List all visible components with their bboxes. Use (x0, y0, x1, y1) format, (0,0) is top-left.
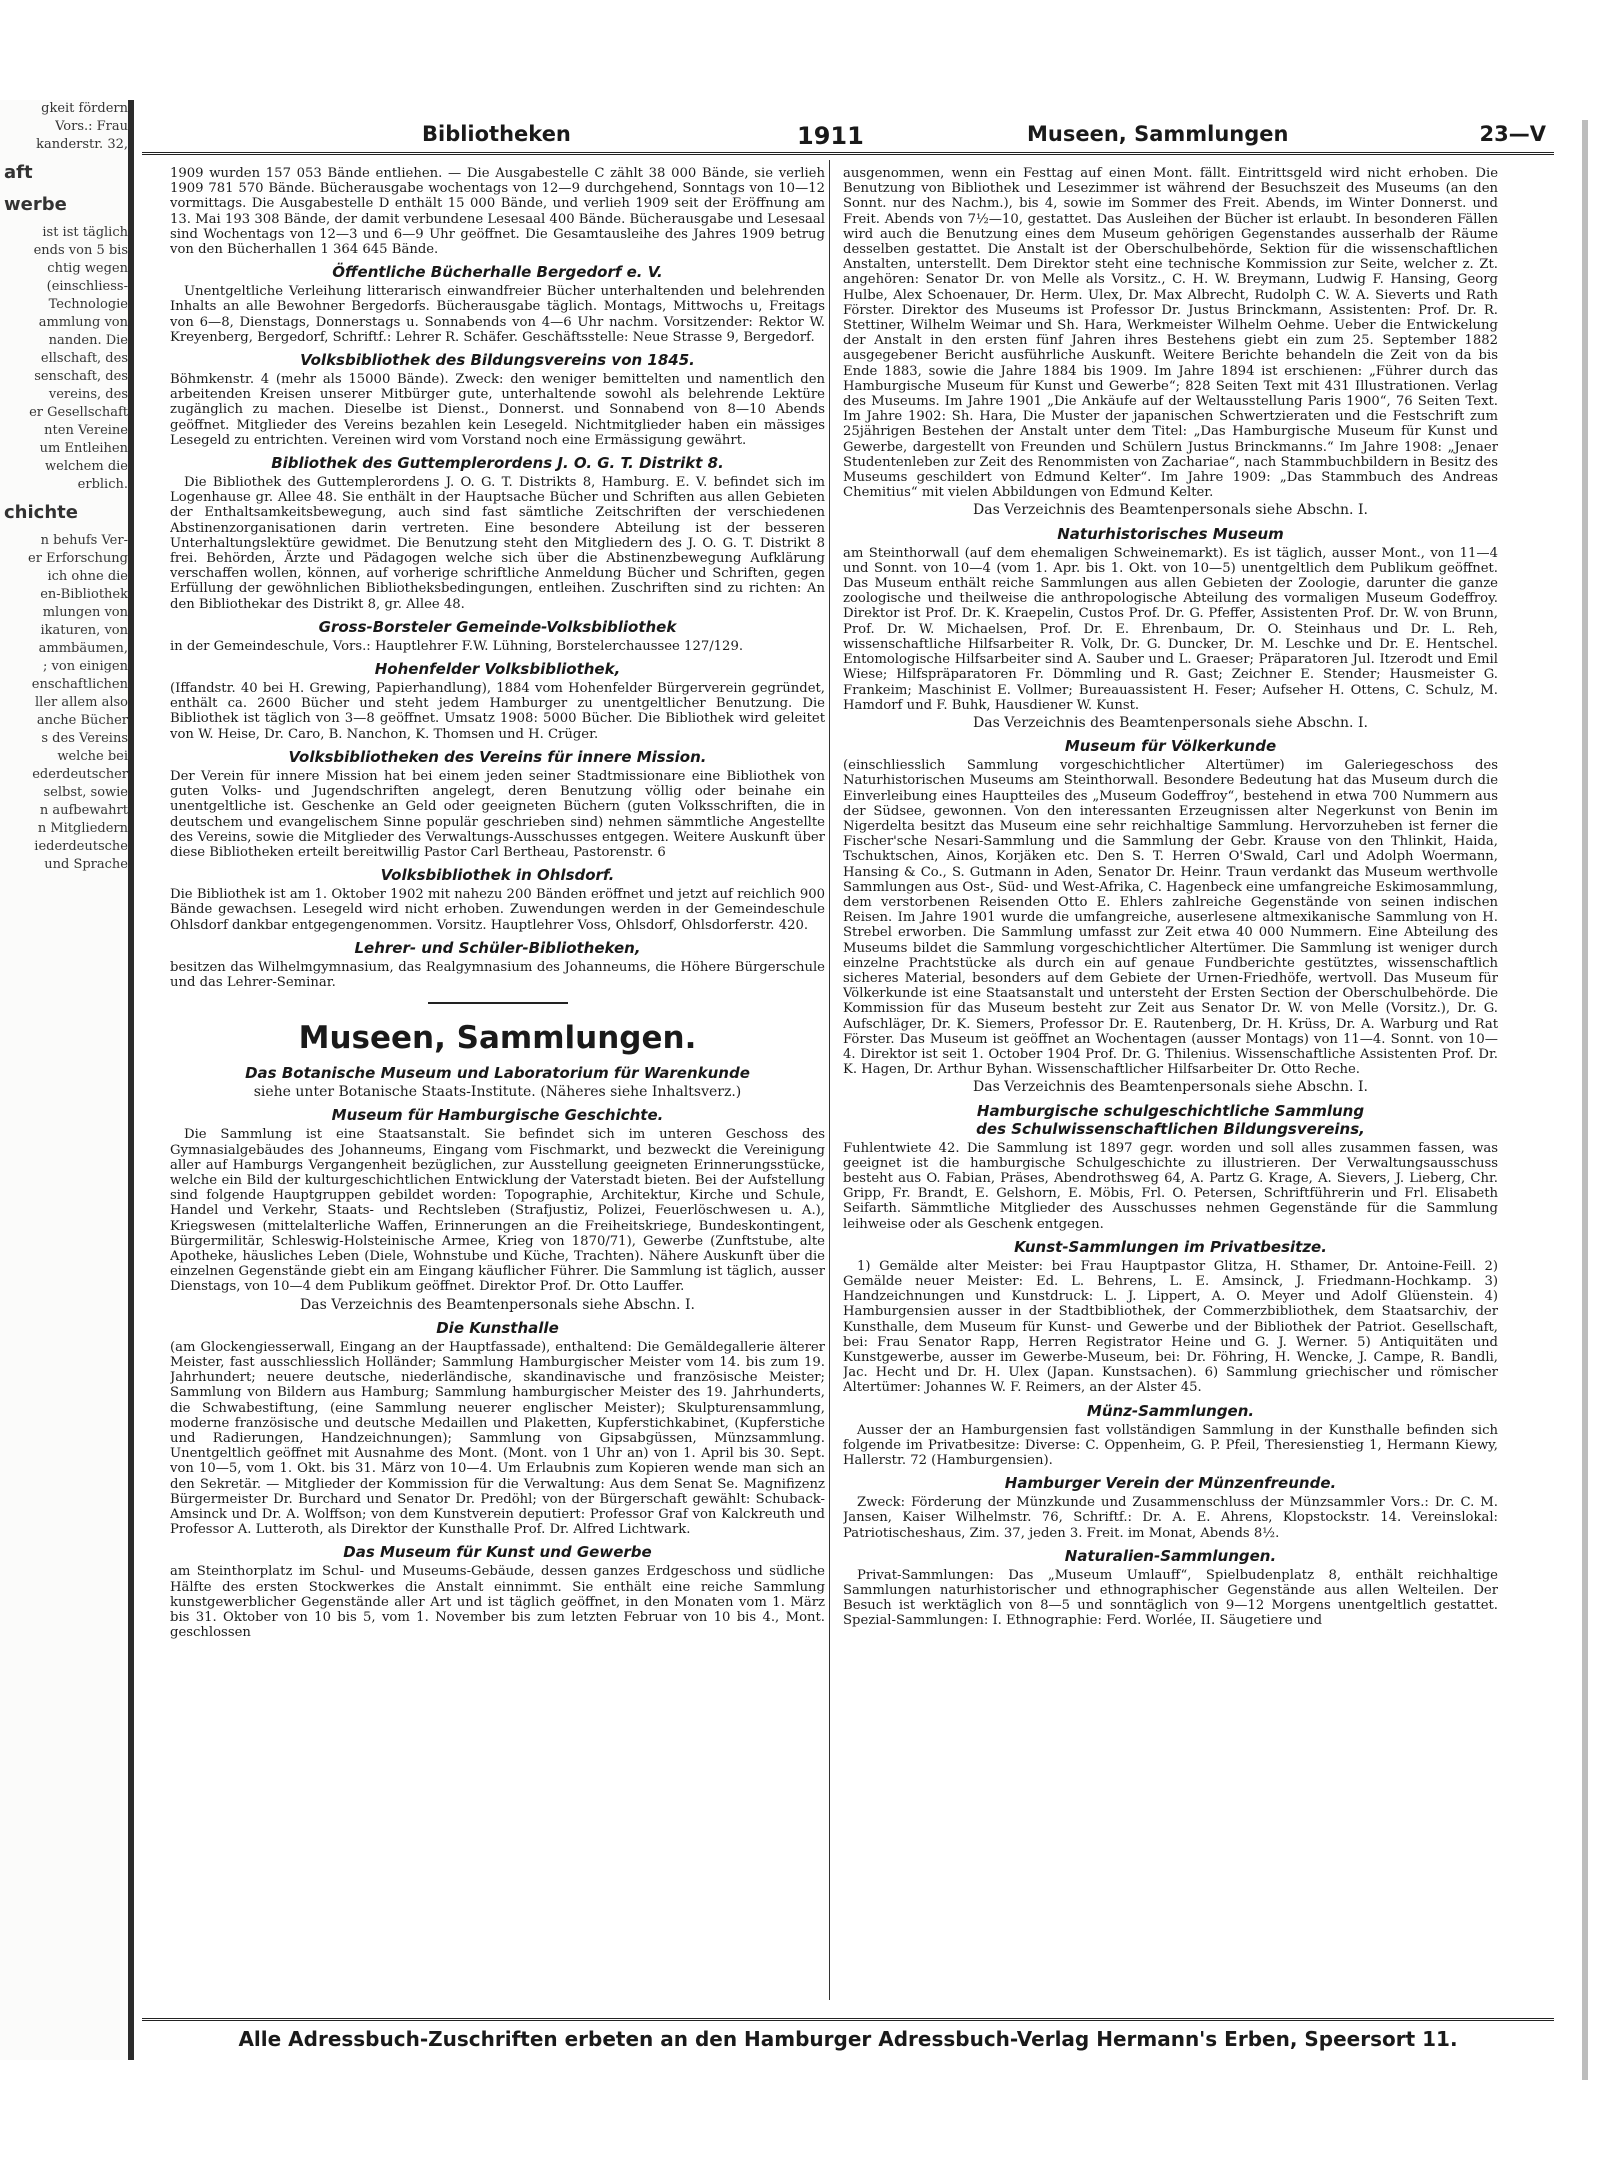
adjacent-line: ich ohne die (47, 569, 128, 584)
paragraph: Unentgeltliche Verleihung litterarisch einwandfreier Bücher unterhaltenden und belehrenden Inhalts an alle Bewohner Bergedorfs. Bücherausgabe täglich. Montags, Mittwochs u, Freitags von 6—8, Dienstags, Donnerstags u. Sonnabends von 4—6 Uhr nachm. Vorsitzender: Rektor W. Kreyenberg, Bergedorf, Schriftf.: Lehrer R. Schäfer. Geschäftsstelle: Neue Strasse 9, Bergedorf. (170, 284, 825, 345)
paragraph: Privat-Sammlungen: Das „Museum Umlauff“, Spielbudenplatz 8, enthält reichhaltige Sammlungen naturhistorischer und ethnographischer Gegenstände aus allen Welteilen. Der Besuch ist werktäglich von 8—5 und sonntäglich von 9—12 Morgens unentgeltlich gestattet. Spezial-Sammlungen: I. Ethnographie: Ferd. Worlée, II. Säugetiere und (843, 1567, 1498, 1629)
cross-reference: Das Verzeichnis des Beamtenpersonals siehe Abschn. I. (973, 1079, 1368, 1096)
adjacent-line: Vors.: Frau (55, 119, 128, 134)
section-heading: Volksbibliothek in Ohlsdorf. (380, 866, 615, 885)
running-header (142, 118, 1554, 155)
adjacent-line: s des Vereins (41, 731, 128, 746)
section-heading: Das Museum für Kunst und Gewerbe (343, 1543, 652, 1562)
section-heading: Museum für Hamburgische Geschichte. (331, 1106, 664, 1125)
adjacent-heading: werbe (4, 194, 67, 215)
adjacent-page-text (4, 100, 128, 874)
paragraph: Fuhlentwiete 42. Die Sammlung ist 1897 gegr. worden und soll alles zusammen fassen, was geeignet ist die hamburgische Schulgeschichte zu illustrieren. Der Verwaltungsausschuss besteht aus O. Fabian, Präses, Abendrothsweg 64, A. Partz G. Krage, A. Sievers, J. Lieberg, Chr. Gripp, Fr. Brandt, E. Gelshorn, E. Möbis, Frl. O. Petersen, Schriftführerin und Frl. Elisabeth Seifarth. Sämmtliche Mitglieder des Ausschusses nehmen Gegenstände für die Sammlung leihweise oder als Geschenk entgegen. (843, 1140, 1498, 1232)
directory-page (142, 118, 1554, 2073)
section-heading: Bibliothek des Guttemplerordens J. O. G. T. Distrikt 8. (271, 454, 724, 473)
section-heading: Gross-Borsteler Gemeinde-Volksbibliothek (318, 617, 677, 636)
adjacent-line: ammlung von (38, 315, 128, 330)
paragraph: in der Gemeindeschule, Vors.: Hauptlehrer F.W. Lühning, Borstelerchaussee 127/129. (170, 638, 744, 654)
section-heading: Münz-Sammlungen. (1086, 1401, 1255, 1420)
cross-reference: Das Verzeichnis des Beamtenpersonals siehe Abschn. I. (973, 502, 1368, 519)
adjacent-line: ist ist täglich (42, 225, 128, 240)
paragraph: am Steinthorwall (auf dem ehemaligen Schweinemarkt). Es ist täglich, ausser Mont., von 11—4 und Sonnt. von 10—4 (vom 1. Apr. bis 1. Okt. von 10—5) unentgeltlich dem Publikum geöffnet. Das Museum enthält reiche Sammlungen aus allen Gebieten der Zoologie, darunter die ganze zoologische und theilweise die anthropologische Abteilung des vormaligen Museum Godeffroy. Direktor ist Prof. Dr. K. Kraepelin, Custos Prof. Dr. G. Pfeffer, Assistenten Prof. Dr. W. von Brunn, Prof. Dr. W. Michaelsen, Prof. Dr. E. Ehrenbaum, Dr. O. Steinhaus und Dr. L. Reh, wissenschaftliche Hilfsarbeiter R. Volk, Dr. G. Duncker, Dr. M. Leschke und Dr. E. Hentschel. Entomologische Hilfsarbeiter sind A. Sauber und L. Graeser; Präparatoren Jul. Itzerodt und Emil Wiese; Hilfspräparatoren Fr. Dömmling und R. Gast; Zeichner E. Stender; Hausmeister G. Frankeim; Maschinist E. Vollmer; Bureauassistent H. Feser; Aufseher H. Ottens, C. Schulz, M. Hamdorf und F. Buhk, Hausdiener W. Kunst. (843, 545, 1498, 713)
column-divider (829, 160, 830, 2000)
page-gutter (128, 100, 134, 2060)
divider-rule (428, 1002, 568, 1004)
header-year: 1911 (797, 122, 864, 150)
paragraph: Die Bibliothek ist am 1. Oktober 1902 mit nahezu 200 Bänden eröffnet und jetzt auf reichlich 900 Bände gewachsen. Lesegeld wird nicht erhoben. Zuwendungen werden in der Gemeindeschule Ohlsdorf dankbar entgegengenommen. Vorsitz. Hauptlehrer Voss, Ohlsdorf, Ohlsdorferstr. 420. (170, 887, 825, 933)
adjacent-line: ederdeutscher (32, 767, 128, 782)
paragraph: (einschliesslich Sammlung vorgeschichtlicher Altertümer) im Galeriegeschoss des Naturhistorischen Museums am Steinthorwall. Besondere Bedeutung hat das Museum durch die Einverleibung eines Hauptteiles des „Museum Godeffroy“, bestehend in etwa 700 Nummern aus der Südsee, gewonnen. Von den interessanten Erzeugnissen alter Negerkunst von Benin im Nigerdelta besitzt das Museum eine sehr reichhaltige Sammlung. Hervorzuheben ist ferner die Fischer'sche Nesari-Sammlung und die Sammlung der Gebr. Krause von den Thlinkit, Haida, Tschuktschen, Ainos, Korjäken etc. Den S. T. Herren O'Swald, Carl und Adolph Woermann, Hansing & Co., S. Gutmann in Aden, Senator Dr. Heinr. Traun verdankt das Museum werthvolle Sammlungen aus Ost-, Süd- und West-Afrika, C. Hagenbeck eine umfangreiche Eskimosammlung, dem verstorbenen Reisenden Otto E. Ehlers zahlreiche Gegenstände von seinen indischen Reisen. Im Jahre 1901 wurde die umfangreiche, auserlesene altmexikanische Sammlung von H. Strebel erworben. Die Sammlung umfasst zur Zeit etwa 40 000 Nummern. Eine Abteilung des Museums bildet die Sammlung vorgeschichtlicher Altertümer. Die Sammlung ist weniger durch einzelne Prachtstücke als durch ein auf genaue Fundberichte gestütztes, wissenschaftlich sicheres Material, besonders auf dem Gebiete der Urnen-Friedhöfe, wertvoll. Das Museum für Völkerkunde ist eine Staatsanstalt und untersteht der Ersten Section der Oberschulbehörde. Die Kommission für das Museum besteht zur Zeit aus Senator Dr. W. von Melle (Vorsitz.), Dr. G. Aufschläger, Dr. K. Siemers, Professor Dr. E. Rautenberg, Dr. H. Krüss, Dr. A. Warburg und Rat Förster. Das Museum ist geöffnet an Wochentagen (ausser Montags) von 11—4. Sonnt. von 10—4. Direktor ist seit 1. October 1904 Prof. Dr. G. Thilenius. Wissenschaftliche Assistenten Prof. Dr. K. Hagen, Dr. Arthur Byhan. Wissenschaftlicher Hilfsarbeiter Dr. Otto Reche. (843, 758, 1498, 1078)
paragraph: Die Sammlung ist eine Staatsanstalt. Sie befindet sich im unteren Geschoss des Gymnasialgebäudes des Johanneums, Eingang vom Fischmarkt, und bezweckt die Vereinigung aller auf Hamburgs Vergangenheit bezüglichen, zur Ausstellung geeigneten Erinnerungsstücke, welche ein Bild der kulturgeschichtlichen Entwicklung der Vaterstadt bieten. Bei der Aufstellung sind folgende Hauptgruppen gebildet worden: Topographie, Architektur, Kirche und Schule, Handel und Verkehr, Staats- und Rechtsleben (Strafjustiz, Polizei, Feuerlöschwesen u. A.), Kriegswesen (mittelalterliche Waffen, Erinnerungen an die Freiheitskriege, Bundeskontingent, Bürgermilitär, Schleswig-Holsteinische Armee, Krieg von 1870/71), Gewerbe (Zunftstube, alte Apotheke, häusliches Leben (Diele, Wohnstube und Küche, Trachten). Nähere Auskunft über die einzelnen Gegenstände giebt ein am Eingang käuflicher Führer. Die Sammlung ist täglich, ausser Dienstags, von 10—4 dem Publikum geöffnet. Direktor Prof. Dr. Otto Lauffer. (170, 1127, 825, 1295)
adjacent-line: vereins, des (48, 387, 128, 402)
paragraph: 1909 wurden 157 053 Bände entliehen. — Die Ausgabestelle C zählt 38 000 Bände, sie verlieh 1909 781 570 Bände. Bücherausgabe wochentags von 12—9 durchgehend, Sonntags von 10—12 vormittags. Die Ausgabestelle D enthält 15 000 Bände, und verlieh 1909 seit der Eröffnung am 13. Mai 193 308 Bände, der damit verbundene Lesesaal 400 Bände. Bücherausgabe und Lesesaal sind Wochentags von 12—3 und 6—9 Uhr geöffnet. Die Gesamtausleihe des Jahres 1909 betrug von den Bücherhallen 1 364 645 Bände. (170, 166, 825, 258)
paragraph: Der Verein für innere Mission hat bei einem jeden seiner Stadtmissionare eine Bibliothek von guten Volks- und Jugendschriften angelegt, deren Benutzung völlig oder beinahe ein unentgeltliche ist. Geschenke an Geld oder geeigneten Büchern (guten Volksschriften, die in deutschem und evangelischem Sinne populär geschrieben sind) nehmen sämmtliche Angestellte des Vereins, sowie die Mitglieder des Verwaltungs-Ausschusses entgegen. Weitere Auskunft über diese Bibliotheken erteilt bereitwillig Pastor Carl Bertheau, Pastorenstr. 6 (170, 768, 825, 860)
paragraph: (am Glockengiesserwall, Eingang an der Hauptfassade), enthaltend: Die Gemäldegallerie älterer Meister, fast ausschliesslich Holländer; Sammlung Hamburgischer Meister vom 14. bis zum 19. Jahrhundert; neuere deutsche, niederländische, skandinavische und französische Meister; Sammlung von Bildern aus Hamburg; Sammlung hamburgischer Meister des 19. Jahrhunderts, die Schwabestiftung, (eine Sammlung neuerer englischer Meister); Skulpturensammlung, moderne französische und deutsche Medaillen und Plaketten, Kupferstichkabinet, (Kupferstiche und Radierungen, Handzeichnungen); Sammlung von Gipsabgüssen, Münzsammlung. Unentgeltlich geöffnet mit Ausnahme des Mont. (Mont. von 1 Uhr an) von 1. April bis 30. Sept. von 10—5, vom 1. Okt. bis 31. März von 10—4. Um Erlaubnis zum Kopieren wende man sich an den Sekretär. — Mitglieder der Kommission für die Verwaltung: Aus dem Senat Se. Magnifizenz Bürgermeister Dr. Burchard und Senator Dr. Predöhl; von der Bürgerschaft gewählt: Schuback-Amsinck und Dr. A. Wolffson; von dem Kunstverein deputiert: Professor Graf von Kalckreuth und Professor A. Lutteroth, als Direktor der Kunsthalle Prof. Dr. Alfred Lichtwark. (170, 1339, 825, 1538)
section-heading: Volksbibliothek des Bildungsvereins von 1845. (300, 351, 695, 370)
adjacent-line: (einschliess- (46, 279, 128, 294)
adjacent-line: er Gesellschaft (29, 405, 128, 420)
adjacent-line: anche Bücher (36, 713, 128, 728)
adjacent-line: senschaft, des (34, 369, 128, 384)
section-heading: Öffentliche Bücherhalle Bergedorf e. V. (332, 263, 663, 282)
paragraph: (Iffandstr. 40 bei H. Grewing, Papierhandlung), 1884 vom Hohenfelder Bürgerverein gegründet, enthält ca. 2600 Bücher und steht jedem Hamburger zu unentgeltlicher Benutzung. Die Bibliothek ist täglich von 3—8 geöffnet. Umsatz 1908: 5000 Bücher. Die Bibliothek wird geleitet von W. Heise, Dr. Caro, B. Nanchon, K. Thomsen und H. Crüger. (170, 681, 825, 742)
section-heading: Volksbibliotheken des Vereins für innere Mission. (288, 747, 707, 766)
adjacent-line: ller allem also (35, 695, 128, 710)
adjacent-line: ikaturen, von (40, 623, 128, 638)
section-heading: Museum für Völkerkunde (1064, 737, 1277, 756)
section-heading: Hamburger Verein der Münzenfreunde. (1004, 1474, 1337, 1493)
cross-reference: siehe unter Botanische Staats-Institute. (Näheres siehe Inhaltsverz.) (253, 1084, 742, 1101)
paragraph: Zweck: Förderung der Münzkunde und Zusammenschluss der Münzsammler Vors.: Dr. C. M. Jansen, Kaiser Wilhelmstr. 76, Schriftf.: Dr. A. E. Ahrens, Klopstockstr. 14. Vereinslokal: Patriotischeshaus, Zim. 37, jeden 3. Freit. im Monat, Abends 8½. (843, 1495, 1498, 1541)
adjacent-line: ellschaft, des (40, 351, 128, 366)
adjacent-line: ; von einigen (43, 659, 128, 674)
adjacent-line: welche bei (57, 749, 128, 764)
adjacent-page-strip (0, 100, 128, 2060)
adjacent-line: nanden. Die (48, 333, 128, 348)
right-column (843, 166, 1498, 1996)
adjacent-line: kanderstr. 32, (36, 137, 128, 152)
adjacent-line: und Sprache (44, 857, 128, 872)
adjacent-line: en-Bibliothek (40, 587, 128, 602)
adjacent-line: gkeit fördern (41, 101, 128, 116)
paragraph: Die Bibliothek des Guttemplerordens J. O. G. T. Distrikts 8, Hamburg. E. V. befindet sich im Logenhause gr. Allee 48. Sie enthält in der Hauptsache Bücher und Schriften aus allen Gebieten der Enthaltsamkeitsbewegung, auch sind fast sämtliche Zeitschriften der verschiedenen Abstinenzorganisationen darin vertreten. Eine besondere Abteilung ist der besseren Unterhaltungslektüre gewidmet. Die Benutzung steht den Mitgliedern des J. O. G. T. Distrikt 8 frei. Behörden, Ärzte und Pädagogen welche sich über die Abstinenzbewegung Aufklärung verschaffen wollen, können, auf vorherige schriftliche Anmeldung Bücher und Schriften, gegen Erfüllung der gewöhnlichen Bibliotheksbedingungen, entleihen. Zuschriften sind zu richten: An den Bibliothekar des Distrikt 8, gr. Allee 48. (170, 475, 825, 612)
paragraph: 1) Gemälde alter Meister: bei Frau Hauptpastor Glitza, H. Sthamer, Dr. Antoine-Feill. 2) Gemälde neuer Meister: Ed. L. Behrens, L. E. Amsinck, J. Friedmann-Hochkamp. 3) Handzeichnungen und Kunstdruck: L. J. Lippert, A. O. Meyer und Adolf Glüenstein. 4) Hamburgensien ausser in der Stadtbibliothek, der Commerzbibliothek, dem Staatsarchiv, der Kunsthalle, dem Museum für Kunst- und Gewerbe und der Bibliothek der Patriot. Gesellschaft, bei: Frau Senator Rapp, Herren Registrator Heine und G. J. Werner. 5) Antiquitäten und Kunstgewerbe, ausser im Gewerbe-Museum, bei: Dr. Föhring, H. Wencke, J. Campe, R. Bandli, Jac. Hecht und Dr. H. Ulex (Japan. Kunstsachen). 6) Sammlung griechischer und römischer Altertümer: Johannes W. F. Reimers, an der Alster 45. (843, 1258, 1498, 1396)
page-number: 23—V (1479, 122, 1546, 146)
paragraph: am Steinthorplatz im Schul- und Museums-Gebäude, dessen ganzes Erdgeschoss und südliche Hälfte des ersten Stockwerkes die Anstalt einnimmt. Sie enthält eine reiche Sammlung kunstgewerblicher Gegenstände aller Art und ist täglich geöffnet, in den Monaten vom 1. März bis 31. Oktober von 10 bis 5, vom 1. November bis zum letzten Februar von 10 bis 4., Mont. geschlossen (170, 1564, 825, 1641)
cross-reference: Das Verzeichnis des Beamtenpersonals siehe Abschn. I. (973, 714, 1368, 731)
adjacent-line: n aufbewahrt (39, 803, 128, 818)
adjacent-line: erblich. (77, 477, 128, 492)
adjacent-line: ends von 5 bis (33, 243, 128, 258)
section-heading: Naturalien-Sammlungen. (1064, 1546, 1277, 1565)
header-section-left: Bibliotheken (422, 122, 571, 146)
adjacent-line: welchem die (45, 459, 128, 474)
adjacent-line: Technologie (48, 297, 128, 312)
section-heading: Lehrer- und Schüler-Bibliotheken, (354, 938, 641, 957)
paragraph: ausgenommen, wenn ein Festtag auf einen Mont. fällt. Eintrittsgeld wird nicht erhoben. Die Benutzung von Bibliothek und Lesezimmer ist während der Besuchszeit des Museums (an den Sonnt. nur des Nachm.), bis 4, sowie im Sommer des Freit. Abends, im Winter Donnerst. und Freit. Abends von 7½—10, gestattet. Das Ausleihen der Bücher ist erlaubt. In besonderen Fällen wird auch die Benutzung eines dem Museum gehörigen Gegenstandes ausserhalb der Räume desselben gestattet. Die Anstalt ist der Oberschulbehörde, Sektion für die wissenschaftlichen Anstalten, unterstellt. Dem Direktor steht eine technische Kommission zur Seite, welcher z. Zt. angehören: Senator Dr. von Melle als Vorsitz., C. H. W. Breymann, Ludwig F. Hansing, Georg Hulbe, Alex Schoenauer, Dr. Herm. Ulex, Dr. Max Albrecht, Rudolph C. W. A. Sieverts und Rath Förster. Direktor des Museums ist Professor Dr. Justus Brinckmann, Assistenten: Prof. Dr. R. Stettiner, Wilhelm Weimar und Sh. Hara, Werkmeister Wilhelm Oehme. Ueber die Entwickelung der Anstalt in den ersten fünf Jahren ihres Bestehens giebt ein zum 25. September 1882 ausgegebener Bericht ausführliche Auskunft. Weitere Berichte behandeln die Zeit von da bis Ende 1883, sowie die Jahre 1884 bis 1909. Im Jahre 1894 ist erschienen: „Führer durch das Hamburgische Museum für Kunst und Gewerbe“; 828 Seiten Text mit 431 Illustrationen. Verlag des Museums. Im Jahre 1901 „Die Ankäufe auf der Weltausstellung Paris 1900“, 76 Seiten Text. Im Jahre 1902: Sh. Hara, Die Muster der japanischen Schwertzieraten und die Festschrift zum 25jährigen Bestehen der Anstalt unter dem Titel: „Das Hamburgische Museum für Kunst und Gewerbe, dargestellt von Freunden und Schülern Justus Brinckmanns.“ Im Jahre 1908: „Jenaer Studentenleben zur Zeit des Renommisten von Zachariae“, nach Stammbuchbildern in Besitz des Museums geschildert von Edmund Kelter“. Im Jahre 1909: „Das Stammbuch des Andreas Chemitius“ mit vielen Abbildungen von Edmund Kelter. (843, 166, 1498, 501)
paragraph: Ausser der an Hamburgensien fast vollständigen Sammlung in der Kunsthalle befinden sich folgende im Privatbesitze: Diverse: C. Oppenheim, G. P. Pfeil, Theresienstieg 1, Hermann Kiewy, Hallerstr. 72 (Hamburgensien). (843, 1422, 1498, 1469)
adjacent-line: chtig wegen (47, 261, 128, 276)
section-heading: Naturhistorisches Museum (1057, 524, 1284, 543)
section-heading: Das Botanische Museum und Laboratorium für Warenkunde (245, 1064, 750, 1083)
adjacent-heading: aft (4, 162, 33, 183)
adjacent-line: n Mitgliedern (37, 821, 128, 836)
section-heading: Hohenfelder Volksbibliothek, (374, 660, 621, 679)
section-heading: Hamburgische schulgeschichtliche Sammlung (976, 1101, 1365, 1120)
adjacent-heading: chichte (4, 502, 78, 523)
adjacent-line: um Entleihen (39, 441, 128, 456)
paragraph: Böhmkenstr. 4 (mehr als 15000 Bände). Zweck: den weniger bemittelten und namentlich den arbeitenden Kreisen unserer Mitbürger gute, unterhaltende sowohl als belehrende Lektüre zugänglich zu machen. Dieselbe ist Dienst., Donnerst. und Sonnabend von 8—10 Abends geöffnet. Mitglieder des Vereins bezahlen kein Lesegeld. Nichtmitglieder haben ein mässiges Lesegeld zu entrichten. Vereinen wird vom Vorstand noch eine Ermässigung gewährt. (170, 372, 825, 448)
section-heading: Die Kunsthalle (436, 1318, 559, 1337)
adjacent-line: n behufs Ver- (40, 533, 128, 548)
section-heading: Kunst-Sammlungen im Privatbesitze. (1014, 1237, 1327, 1256)
scan-edge (1582, 120, 1588, 2080)
left-column (170, 166, 825, 1996)
section-heading: des Schulwissenschaftlichen Bildungsvereins, (976, 1119, 1365, 1138)
cross-reference: Das Verzeichnis des Beamtenpersonals siehe Abschn. I. (300, 1296, 695, 1313)
footer-notice: Alle Adressbuch-Zuschriften erbeten an den Hamburger Adressbuch-Verlag Hermann's Erben, Speersort 11. (142, 2018, 1554, 2061)
adjacent-line: nten Vereine (44, 423, 128, 438)
adjacent-line: iederdeutsche (34, 839, 128, 854)
paragraph: besitzen das Wilhelmgymnasium, das Realgymnasium des Johanneums, die Höhere Bürgerschule und das Lehrer-Seminar. (170, 959, 825, 990)
adjacent-line: er Erforschung (28, 551, 128, 566)
adjacent-line: mlungen von (42, 605, 128, 620)
chapter-title: Museen, Sammlungen. (298, 1020, 697, 1057)
adjacent-line: selbst, sowie (43, 785, 128, 800)
adjacent-line: enschaftlichen (31, 677, 128, 692)
header-section-right: Museen, Sammlungen (1027, 122, 1289, 146)
adjacent-line: ammbäumen, (38, 641, 128, 656)
